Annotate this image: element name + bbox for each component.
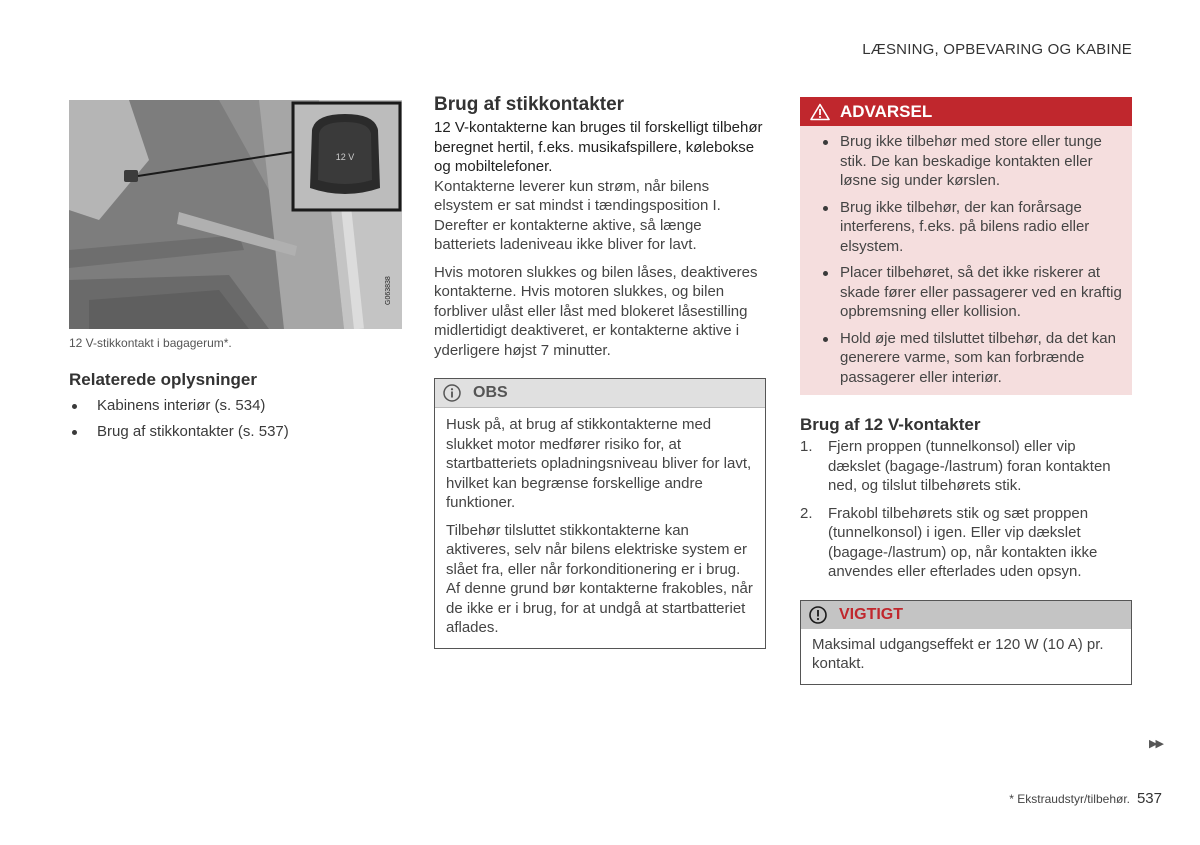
- note-body: [435, 408, 765, 648]
- note-box: [434, 378, 766, 649]
- page-number: 537: [1136, 790, 1162, 807]
- footnote: * Ekstraudstyr/tilbehør.: [1009, 792, 1130, 806]
- page-section-title: LÆSNING, OPBEVARING OG KABINE: [862, 41, 1132, 58]
- note-paragraph: Tilbehør tilsluttet stikkontakterne kan aktiveres, selv når bilens elektriske system er slået fra, eller når forkonditionering er i brug. Af denne grund bør kontakterne frakobles, når de ikke er i brug, for at undgå at startbatteriet aflades.: [446, 521, 753, 636]
- warning-item: Brug ikke tilbehør med store eller tunge stik. De kan beskadige kontakten eller løsne sig under kørslen.: [810, 132, 1122, 191]
- step-number: 1.: [800, 438, 813, 455]
- warning-list: [810, 132, 1122, 387]
- important-title: VIGTIGT: [839, 605, 903, 623]
- section-heading: Brug af stikkontakter: [434, 94, 625, 115]
- related-info-title: Relaterede oplysninger: [69, 370, 258, 389]
- warning-body: [800, 126, 1132, 395]
- figure-caption: 12 V-stikkontakt i bagagerum*.: [69, 336, 232, 350]
- note-paragraph: Husk på, at brug af stikkontakterne med slukket motor medfører risiko for, at startbatteriets opladningsniveau bliver for lavt, hvilket kan begrænse forskellige andre funktioner.: [446, 416, 752, 511]
- important-box: [800, 600, 1132, 685]
- warning-item: Brug ikke tilbehør, der kan forårsage interferens, f.eks. på bilens radio eller elsystem.: [810, 198, 1122, 257]
- right-column: [800, 97, 1132, 685]
- warning-item: Placer tilbehøret, så det ikke riskerer at skade fører eller passagerer ved en kraftig opbremsning eller kollision.: [810, 263, 1122, 322]
- warning-item: Hold øje med tilsluttet tilbehør, da det kan generere varme, som kan forbrænde passagerer eller interiør.: [810, 329, 1122, 388]
- figure-code: G063838: [385, 276, 392, 305]
- related-info-list: [69, 396, 402, 442]
- note-header: [435, 379, 765, 408]
- warning-box: [800, 97, 1132, 395]
- warning-triangle-icon: [810, 103, 830, 121]
- next-page-arrow-icon[interactable]: ▶▶: [1149, 738, 1162, 750]
- important-text: Maksimal udgangseffekt er 120 W (10 A) pr. kontakt.: [812, 635, 1104, 672]
- warning-header: [800, 97, 1132, 126]
- related-link-cabin-interior[interactable]: Kabinens interiør (s. 534): [69, 396, 402, 416]
- lead-paragraph: 12 V-kontakterne kan bruges til forskelligt tilbehør beregnet hertil, f.eks. musikafspillere, kølebokse og mobiltelefoner.: [434, 119, 763, 175]
- step-number: 2.: [800, 504, 813, 522]
- important-header: [801, 601, 1131, 629]
- socket-voltage-label: 12 V: [335, 152, 355, 162]
- trunk-socket-illustration: [69, 100, 402, 329]
- usage-steps: [800, 437, 1132, 582]
- middle-column: [434, 94, 766, 649]
- usage-heading: Brug af 12 V-kontakter: [800, 415, 981, 434]
- body-paragraph: Kontakterne leverer kun strøm, når bilens elsystem er sat mindst i tændingsposition I. Derefter er kontakterne aktive, så længe batteriets ladeniveau ikke bliver for lavt.: [434, 177, 721, 253]
- left-column: [69, 100, 402, 448]
- note-title: OBS: [473, 384, 508, 401]
- warning-title: ADVARSEL: [840, 101, 933, 121]
- related-link-sockets[interactable]: Brug af stikkontakter (s. 537): [69, 422, 402, 442]
- info-icon: [443, 384, 461, 402]
- exclamation-circle-icon: [809, 606, 827, 624]
- step-text: Frakobl tilbehørets stik og sæt proppen (tunnelkonsol) i igen. Eller vip dækslet (bagage-/lastrum) op, når kontakten ikke anvendes eller efterlades uden opsyn.: [828, 504, 1098, 580]
- step-item: [800, 504, 1132, 582]
- trunk-illustration-svg: [69, 100, 402, 329]
- body-paragraph: Hvis motoren slukkes og bilen låses, deaktiveres kontakterne. Hvis motoren slukkes, og bilen forbliver ulåst eller låst med blokeret låsestilling midlertidigt deaktiveret, er kontakterne aktive i yderligere højst 7 minutter.: [434, 263, 758, 359]
- step-item: [800, 437, 1132, 496]
- step-text: Fjern proppen (tunnelkonsol) eller vip dækslet (bagage-/lastrum) foran kontakten ned, og tilslut tilbehørets stik.: [828, 438, 1111, 494]
